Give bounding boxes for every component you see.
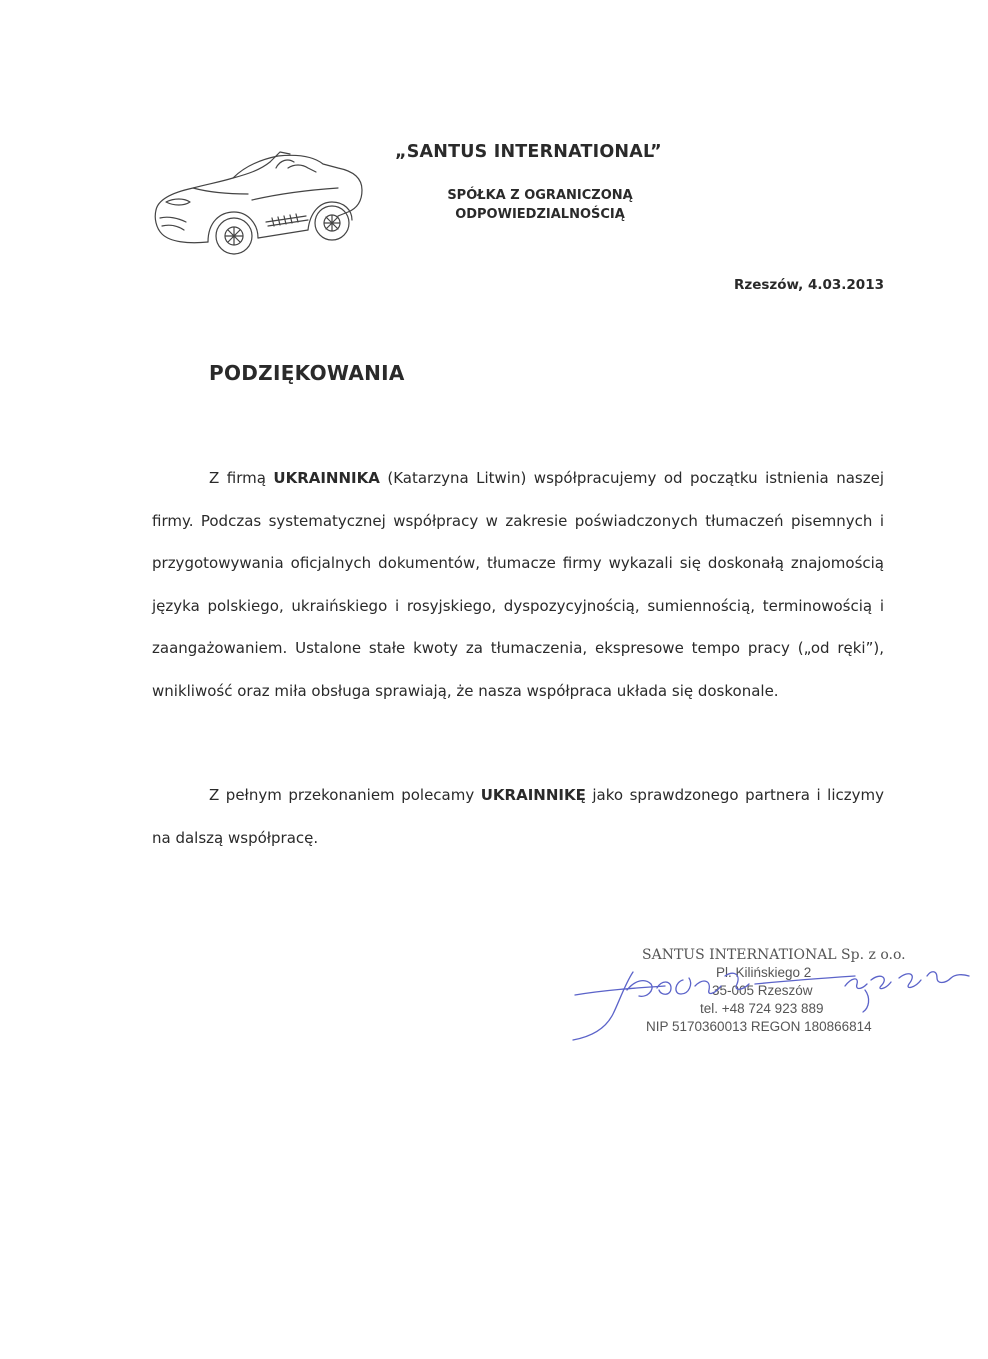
p2-segment: Z pełnym przekonaniem polecamy <box>209 786 481 804</box>
p1-segment: Z firmą <box>209 469 274 487</box>
company-form-line: SPÓŁKA Z OGRANICZONĄ <box>447 188 633 203</box>
place-and-date: Rzeszów, 4.03.2013 <box>733 277 884 293</box>
p2-segment: jako sprawdzonego partnera i liczymy na dalszą współpracę. <box>152 786 884 847</box>
handwritten-signature <box>565 950 985 1050</box>
company-name: „SANTUS INTERNATIONAL” <box>395 142 662 162</box>
letter-heading: PODZIĘKOWANIA <box>209 361 405 385</box>
body-paragraph-2 <box>152 774 884 859</box>
stamp-company: SANTUS INTERNATIONAL Sp. z o.o. <box>642 947 906 963</box>
stamp-phone: tel. +48 724 923 889 <box>700 1001 824 1016</box>
company-form-line: ODPOWIEDZIALNOŚCIĄ <box>455 207 625 222</box>
p1-segment: (Katarzyna Litwin) współpracujemy od początku istnienia naszej firmy. Podczas systematycznej współpracy w zakresie poświadczonych tłumaczeń pisemnych i przygotowywania oficjalnych dokumentów, tłumacze firmy wykazali się doskonałą znajomością języka polskiego, ukraińskiego i rosyjskiego, dyspozycyjnością, sumiennością, terminowością i zaangażowaniem. Ustalone stałe kwoty za tłumaczenia, ekspresowe tempo pracy („od ręki”), wnikliwość oraz miła obsługa sprawiają, że nasza współpraca układa się doskonale. <box>152 469 885 700</box>
p1-company-name: UKRAINNIKA <box>273 469 380 487</box>
stamp-city: 35-005 Rzeszów <box>712 983 813 998</box>
stamp-tax-ids: NIP 5170360013 REGON 180866814 <box>646 1019 872 1034</box>
sports-car-icon <box>148 138 368 258</box>
stamp-street: Pl. Kilińskiego 2 <box>716 965 812 980</box>
p2-company-name: UKRAINNIKĘ <box>480 786 586 804</box>
company-legal-form <box>420 186 660 224</box>
body-paragraph-1 <box>152 457 884 712</box>
